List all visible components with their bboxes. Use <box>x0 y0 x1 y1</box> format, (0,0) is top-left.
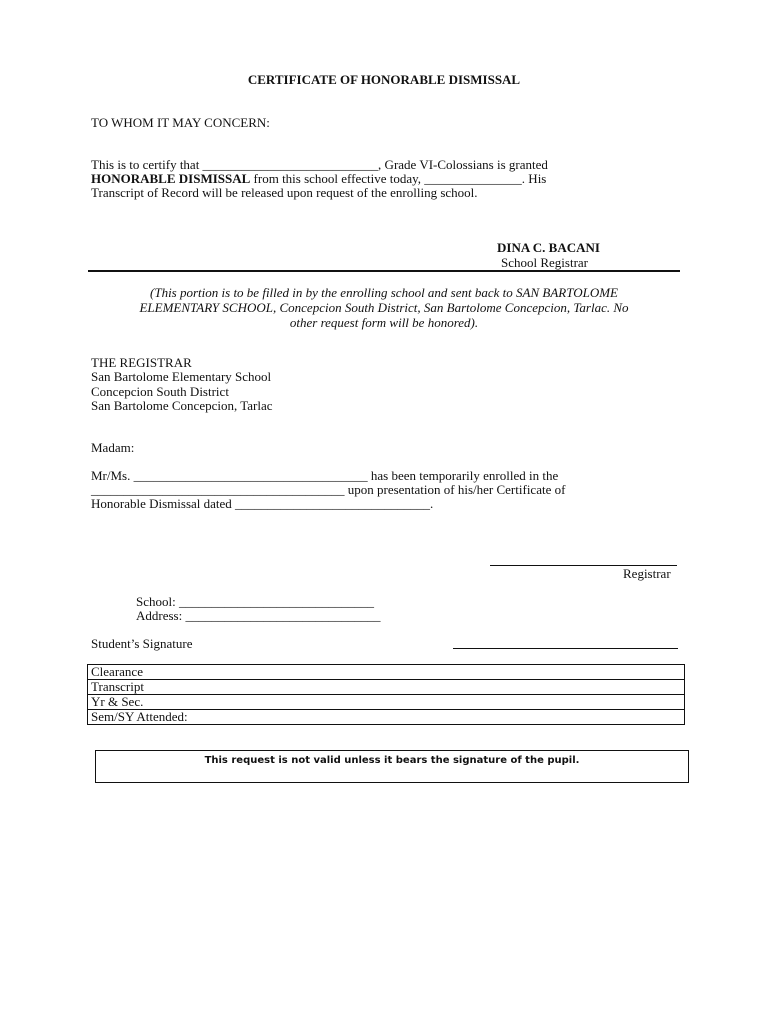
table-row <box>88 695 685 710</box>
registrar-label: Registrar <box>623 566 671 581</box>
records-table <box>87 664 685 725</box>
enroll-line-2: _______________________________________ upon presentation of his/her Certificate of <box>91 482 566 497</box>
table-row <box>88 665 685 680</box>
address-line-4: San Bartolome Concepcion, Tarlac <box>91 398 273 413</box>
student-signature-label: Student’s Signature <box>91 636 193 651</box>
table-cell: Yr & Sec. <box>88 695 685 710</box>
table-row <box>88 680 685 695</box>
address-line-2: San Bartolome Elementary School <box>91 369 272 384</box>
address-line-1: THE REGISTRAR <box>91 355 192 370</box>
instruction-line-3: other request form will be honored). <box>289 315 479 330</box>
signatory-position: School Registrar <box>501 255 589 270</box>
validity-notice: This request is not valid unless it bears the signature of the pupil. <box>95 750 689 783</box>
student-signature-line <box>453 648 678 649</box>
salutation: TO WHOM IT MAY CONCERN: <box>91 115 270 130</box>
table-cell: Clearance <box>88 665 685 680</box>
table-cell: Sem/SY Attended: <box>88 710 685 725</box>
document-title: CERTIFICATE OF HONORABLE DISMISSAL <box>247 72 521 87</box>
address-field: Address: ______________________________ <box>136 608 381 623</box>
section-divider <box>88 270 680 272</box>
address-line-3: Concepcion South District <box>91 384 229 399</box>
instruction-line-2: ELEMENTARY SCHOOL, Concepcion South District, San Bartolome Concepcion, Tarlac. No <box>139 300 629 315</box>
madam-salutation: Madam: <box>91 440 135 455</box>
enroll-line-1: Mr/Ms. ____________________________________ has been temporarily enrolled in the <box>91 468 559 483</box>
table-cell: Transcript <box>88 680 685 695</box>
signatory-name: DINA C. BACANI <box>497 240 600 255</box>
instruction-line-1: (This portion is to be filled in by the enrolling school and sent back to SAN BARTOLOME <box>150 285 618 300</box>
certify-line-2-rest: from this school effective today, _______________. His <box>250 171 547 186</box>
honorable-dismissal-text: HONORABLE DISMISSAL <box>91 171 251 186</box>
table-row <box>88 710 685 725</box>
certify-line-1: This is to certify that ___________________________, Grade VI-Colossians is granted <box>91 157 548 172</box>
school-field: School: ______________________________ <box>136 594 374 609</box>
certify-line-2 <box>91 171 546 186</box>
enroll-line-3: Honorable Dismissal dated ______________________________. <box>91 496 434 511</box>
certify-line-3: Transcript of Record will be released upon request of the enrolling school. <box>91 185 478 200</box>
